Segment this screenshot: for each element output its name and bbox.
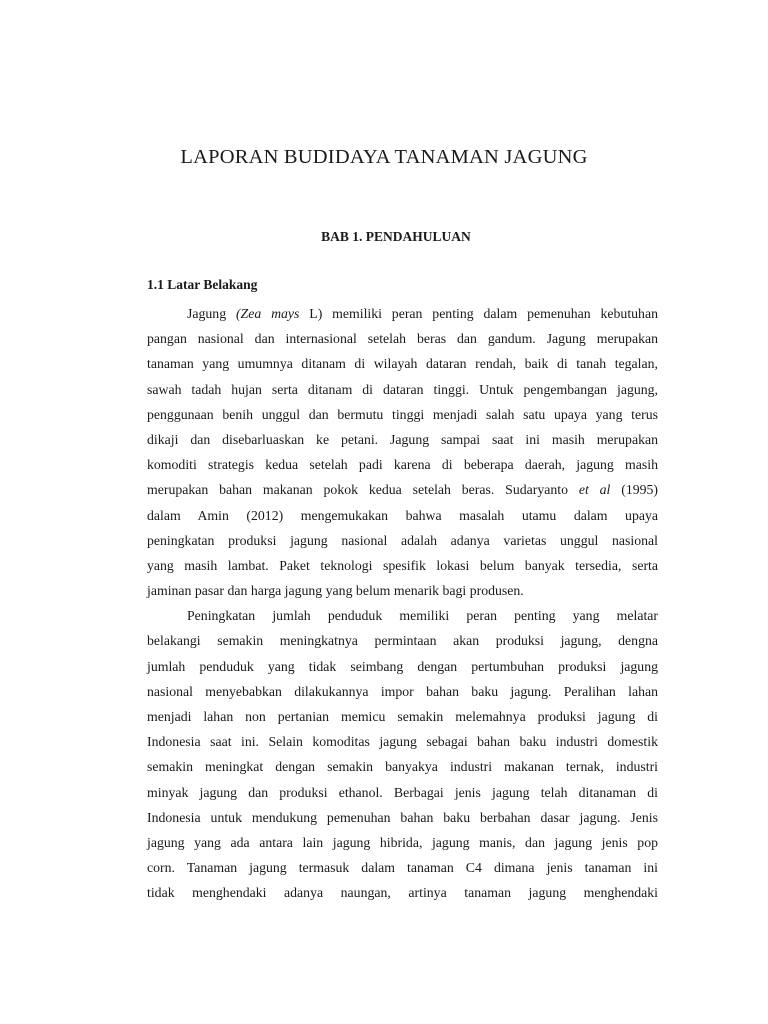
paragraph-2-line: Peningkatan jumlah penduduk memiliki peran penting yang melatar [187, 608, 658, 624]
paragraph-2-line: jagung yang ada antara lain jagung hibrida, jagung manis, dan jagung jenis pop [147, 834, 658, 850]
paragraph-1-line: sawah tadah hujan serta ditanam di dataran tinggi. Untuk pengembangan jagung, [147, 381, 658, 397]
paragraph-1-line: pangan nasional dan internasional setelah beras dan gandum. Jagung merupakan [147, 331, 658, 347]
paragraph-1-line: Jagung (Zea mays L) memiliki peran penting dalam pemenuhan kebutuhan [187, 306, 658, 321]
paragraph-1-line: dikaji dan disebarluaskan ke petani. Jagung sampai saat ini masih merupakan [147, 431, 658, 447]
paragraph-2-line: jumlah penduduk yang tidak seimbang dengan pertumbuhan produksi jagung [147, 658, 658, 674]
paragraph-2-line: menjadi lahan non pertanian memicu semakin melemahnya produksi jagung di [147, 709, 658, 724]
paragraph-1-line: penggunaan benih unggul dan bermutu tinggi menjadi salah satu upaya yang terus [147, 406, 658, 422]
paragraph-1-line: jaminan pasar dan harga jagung yang belum menarik bagi produsen. [147, 583, 524, 599]
paragraph-1-line: peningkatan produksi jagung nasional adalah adanya varietas unggul nasional [147, 532, 658, 548]
paragraph-1-line: dalam Amin (2012) mengemukakan bahwa masalah utamu dalam upaya [147, 507, 658, 523]
chapter-heading: BAB 1. PENDAHULUAN [321, 229, 471, 244]
paragraph-2-line: Indonesia saat ini. Selain komoditas jagung sebagai bahan baku industri domestik [147, 734, 658, 750]
paragraph-2-line: semakin meningkat dengan semakin banyakya industri makanan ternak, industri [147, 759, 658, 775]
paragraph-1-line: merupakan bahan makanan pokok kedua setelah beras. Sudaryanto et al (1995) [147, 482, 659, 498]
document-title: LAPORAN BUDIDAYA TANAMAN JAGUNG [180, 146, 588, 168]
paragraph-1-line: tanaman yang umumnya ditanam di wilayah dataran rendah, baik di tanah tegalan, [147, 356, 658, 372]
section-heading: 1.1 Latar Belakang [147, 277, 258, 292]
body-text [147, 301, 658, 906]
paragraph-2-line: corn. Tanaman jagung termasuk dalam tanaman C4 dimana jenis tanaman ini [147, 860, 658, 876]
paragraph-2-line: nasional menyebabkan dilakukannya impor bahan baku jagung. Peralihan lahan [147, 683, 658, 699]
paragraph-2-line: tidak menghendaki adanya naungan, artinya tanaman jagung menghendaki [147, 885, 658, 901]
paragraph-1-line: komoditi strategis kedua setelah padi karena di beberapa daerah, jagung masih [147, 457, 658, 473]
paragraph-2-line: minyak jagung dan produksi ethanol. Berbagai jenis jagung telah ditanaman di [147, 784, 658, 800]
paragraph-2-line: Indonesia untuk mendukung pemenuhan bahan baku berbahan dasar jagung. Jenis [147, 809, 658, 825]
paragraph-1-line: yang masih lambat. Paket teknologi spesifik lokasi belum banyak tersedia, serta [147, 557, 658, 573]
paragraph-2-line: belakangi semakin meningkatnya permintaan akan produksi jagung, dengna [147, 633, 658, 649]
